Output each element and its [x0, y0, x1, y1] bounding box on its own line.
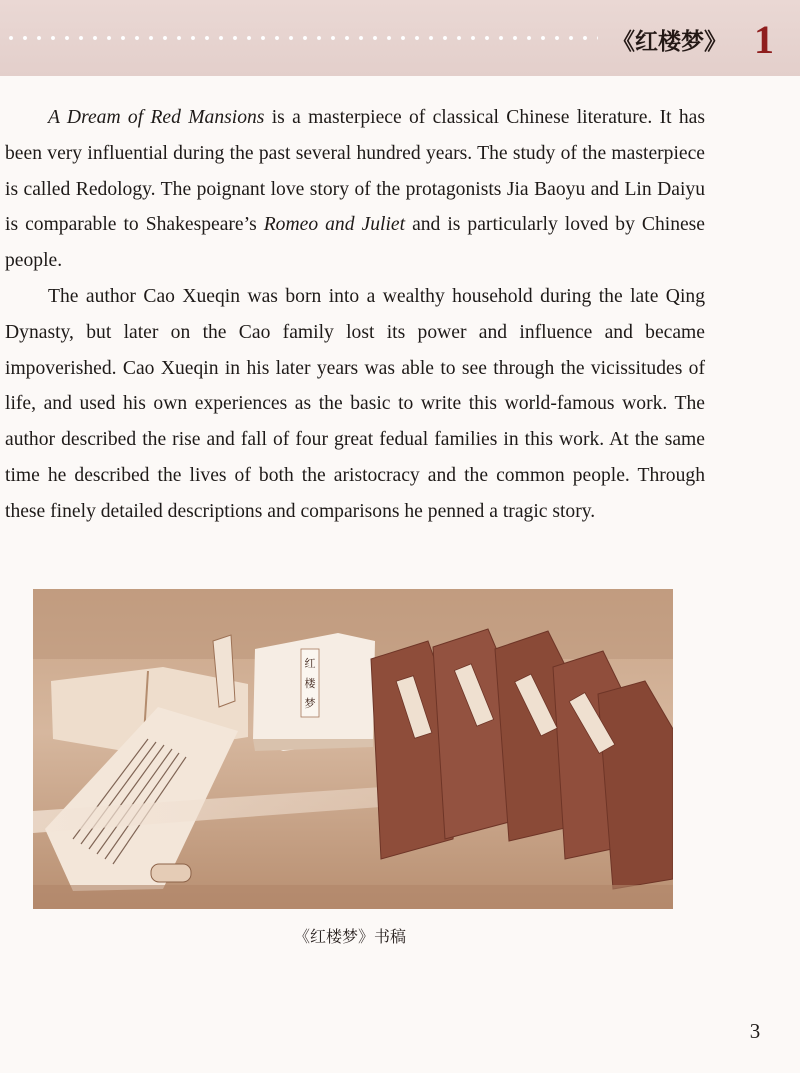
paragraph-1	[5, 100, 705, 279]
romeo-juliet-italic: Romeo and Juliet	[263, 214, 406, 236]
header-dot-rule	[0, 33, 598, 43]
page-header	[0, 0, 800, 76]
article-body	[5, 100, 705, 530]
paragraph-2: The author Cao Xueqin was born into a wealthy household during the late Qing Dynasty, but later on the Cao family lost its power and influence and became impoverished. Cao Xueqin in his later years was able to see through the vicissitudes of life, and used his own experiences as the basic to write this world-famous work. The author described the rise and fall of four great fedual families in this work. At the same time he described the lives of both the aristocracy and the common people. Through these finely detailed descriptions and comparisons he penned a tragic story.	[5, 285, 705, 522]
page-number: 3	[749, 1019, 761, 1043]
chapter-title: 《红楼梦》	[612, 29, 727, 55]
book-title-char-2: 楼	[304, 677, 316, 690]
manuscript-photo	[33, 589, 673, 909]
figure-caption: 《红楼梦》书稿	[293, 927, 406, 946]
paragraph-1-text-b: and is particularly loved by Chinese people.	[5, 214, 706, 272]
book-title-char-1: 红	[304, 657, 316, 670]
book-title-char-3: 梦	[304, 697, 316, 710]
paragraph-1-text-a: is a masterpiece of classical Chinese literature. It has been very influential during the past several hundred years. The study of the masterpiece is called Redology. The poignant love story of the protagonists Jia Baoyu and Lin Daiyu is comparable to Shakespeare’s	[5, 107, 706, 236]
book-title-italic: A Dream of Red Mansions	[48, 107, 265, 128]
manuscript-illustration	[33, 589, 673, 909]
chapter-number: 1	[754, 17, 774, 62]
